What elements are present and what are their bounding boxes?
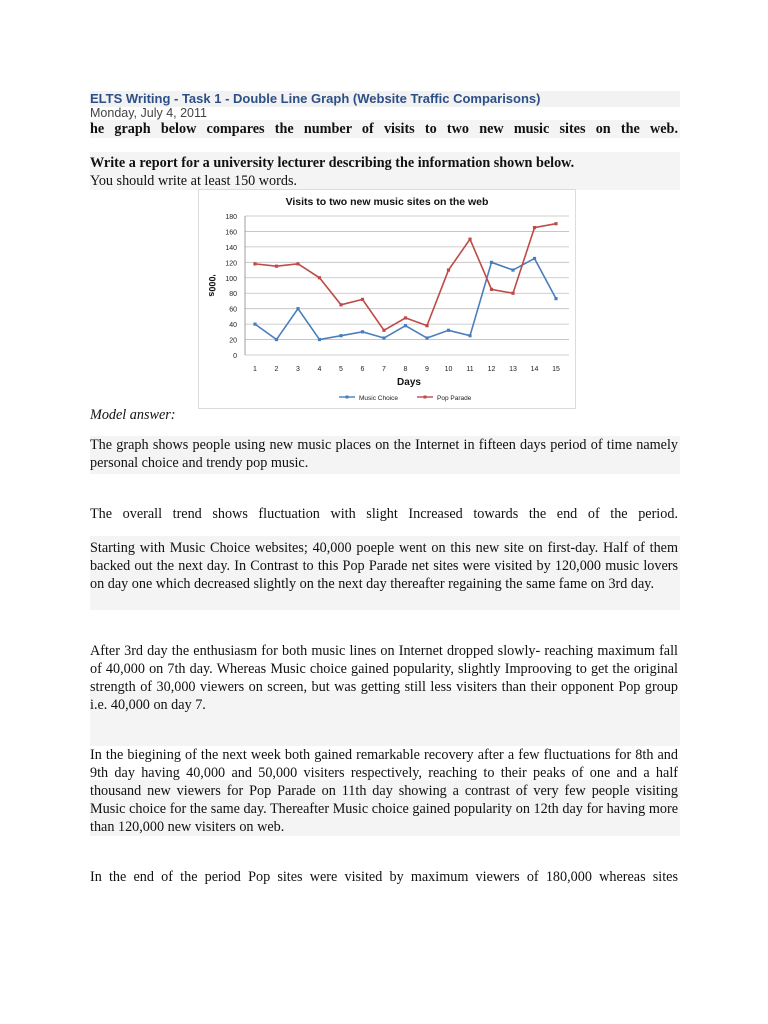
x-tick-label: 9: [425, 366, 429, 373]
legend-label: Music Choice: [359, 395, 399, 402]
data-point: [296, 307, 299, 310]
task-instruction: Write a report for a university lecturer describing the information shown below.: [90, 155, 575, 171]
data-point: [275, 265, 278, 268]
data-point: [318, 276, 321, 279]
line-chart-svg: [199, 190, 575, 408]
x-tick-label: 11: [466, 366, 474, 373]
data-point: [447, 268, 450, 271]
y-axis-label: '000s: [207, 274, 217, 297]
answer-paragraph-5: In the biegining of the next week both gained remarkable recovery after a few fluctuations for 8th and 9th day having 40,000 and 50,000 visiters respectively, reaching to their peaks of one and a half thousand new viewers for Pop Parade on 11th day showing a contrast of very few people visiting Music choice for the same day. Thereafter Music choice gained popularity on 12th day for having more than 120,000 new visiters on web.: [90, 747, 678, 835]
x-tick-label: 2: [274, 366, 279, 373]
x-tick-label: 1: [253, 366, 257, 373]
data-point: [296, 262, 299, 265]
x-tick-label: 8: [403, 366, 408, 373]
x-tick-label: 5: [339, 366, 343, 373]
data-point: [253, 262, 256, 265]
data-point: [533, 226, 536, 229]
x-tick-label: 15: [552, 366, 560, 373]
data-point: [425, 336, 428, 339]
legend-marker: [424, 396, 427, 399]
legend-label: Pop Parade: [437, 395, 472, 402]
data-point: [554, 222, 557, 225]
x-axis-label: Days: [397, 377, 421, 388]
data-point: [275, 338, 278, 341]
y-tick-label: 100: [225, 275, 237, 283]
data-point: [339, 334, 342, 337]
y-tick-label: 80: [229, 291, 237, 299]
data-point: [339, 303, 342, 306]
data-point: [425, 324, 428, 327]
x-tick-label: 7: [382, 366, 386, 373]
y-tick-label: 60: [229, 306, 237, 314]
y-tick-label: 140: [225, 244, 237, 252]
data-point: [511, 268, 514, 271]
y-tick-label: 40: [229, 322, 237, 330]
data-point: [318, 338, 321, 341]
answer-paragraph-3: Starting with Music Choice websites; 40,000 poeple went on this new site on first-day. Half of them backed out the next day. In Contrast to this Pop Parade net sites were visited by 120,000 music lovers on day one which decreased slightly on the next day thereafter regaining the same fame on 3rd day.: [90, 540, 678, 592]
post-date: Monday, July 4, 2011: [90, 106, 207, 120]
legend-marker: [346, 396, 349, 399]
x-tick-label: 13: [509, 366, 517, 373]
data-point: [468, 238, 471, 241]
y-tick-label: 120: [225, 260, 237, 268]
x-tick-label: 10: [444, 366, 453, 373]
chart-title: Visits to two new music sites on the web: [285, 196, 489, 208]
data-point: [447, 329, 450, 332]
data-point: [361, 330, 364, 333]
x-tick-label: 14: [530, 366, 539, 373]
data-point: [533, 257, 536, 260]
y-tick-label: 0: [233, 353, 237, 360]
post-title: ELTS Writing - Task 1 - Double Line Graph (Website Traffic Comparisons): [90, 91, 680, 107]
y-tick-label: 20: [229, 337, 237, 345]
model-answer-label: Model answer:: [90, 407, 176, 423]
line-chart: [198, 189, 576, 409]
x-tick-label: 3: [296, 366, 300, 373]
task-word-count: You should write at least 150 words.: [90, 173, 298, 189]
data-point: [490, 288, 493, 291]
task-intro: he graph below compares the number of visits to two new music sites on the web.: [90, 121, 678, 137]
data-point: [253, 323, 256, 326]
x-tick-label: 6: [360, 366, 365, 373]
answer-paragraph-1: The graph shows people using new music places on the Internet in fifteen days period of time namely personal choice and trendy pop music.: [90, 437, 678, 471]
data-point: [404, 324, 407, 327]
data-point: [404, 316, 407, 319]
series-line-pop-parade: [255, 224, 556, 331]
data-point: [490, 261, 493, 264]
data-point: [554, 297, 557, 300]
y-tick-label: 160: [225, 229, 237, 237]
x-tick-label: 4: [317, 366, 322, 373]
series-line-music-choice: [255, 258, 556, 339]
y-tick-label: 180: [225, 214, 237, 221]
data-point: [382, 329, 385, 332]
answer-paragraph-6: In the end of the period Pop sites were visited by maximum viewers of 180,000 whereas sites: [90, 869, 678, 885]
answer-paragraph-2: The overall trend shows fluctuation with slight Increased towards the end of the period.: [90, 506, 678, 522]
answer-paragraph-4: After 3rd day the enthusiasm for both music lines on Internet dropped slowly- reaching maximum fall of 40,000 on 7th day. Whereas Music choice gained popularity, slightly Improoving to get the original strength of 30,000 viewers on screen, but was getting still less visiters than their opponent Pop group i.e. 40,000 on day 7.: [90, 643, 678, 713]
x-tick-label: 12: [487, 366, 496, 373]
data-point: [382, 336, 385, 339]
data-point: [361, 298, 364, 301]
data-point: [511, 292, 514, 295]
data-point: [468, 334, 471, 337]
